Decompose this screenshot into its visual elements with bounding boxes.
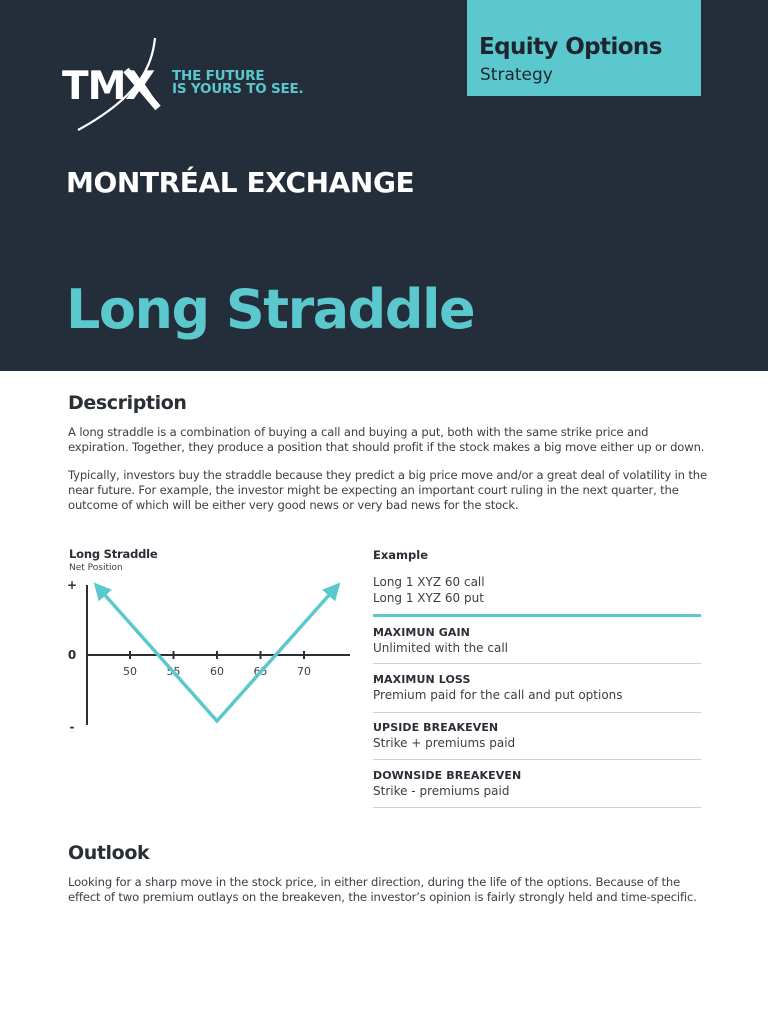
description-heading: Description bbox=[68, 392, 187, 414]
page-title: Long Straddle bbox=[66, 278, 475, 341]
description-paragraph-1: A long straddle is a combination of buying a call and buying a put, both with the same strike price and expiration. Together, they produce a position that should profit if the stock makes a big move either up or down. bbox=[68, 425, 705, 454]
payoff-chart bbox=[60, 575, 360, 740]
header-banner bbox=[0, 0, 768, 371]
example-heading: Example bbox=[373, 548, 428, 562]
chart-axes bbox=[87, 585, 350, 725]
example-block bbox=[373, 548, 701, 605]
detail-value: Strike - premiums paid bbox=[373, 784, 510, 798]
y-tick-label: + bbox=[66, 578, 78, 592]
description-paragraph-2: Typically, investors buy the straddle because they predict a big price move and/or a great deal of volatility in the near future. For example, the investor might be expecting an important court ruling in the next quarter, the outcome of which will be either very good news or very bad news for the stock. bbox=[68, 468, 707, 512]
x-tick-label: 50 bbox=[123, 665, 137, 678]
tag-title: Equity Options bbox=[479, 34, 662, 60]
detail-value: Unlimited with the call bbox=[373, 641, 508, 655]
x-tick-label: 70 bbox=[297, 665, 311, 678]
divider bbox=[373, 663, 701, 664]
logo-wordmark: TMX bbox=[62, 64, 155, 109]
example-line-1: Long 1 XYZ 60 call bbox=[373, 575, 485, 589]
exchange-name: MONTRÉAL EXCHANGE bbox=[66, 166, 415, 199]
detail-value: Strike + premiums paid bbox=[373, 736, 516, 750]
x-tick-label: 65 bbox=[253, 665, 268, 678]
outlook-paragraph: Looking for a sharp move in the stock price, in either direction, during the life of the options. Because of the effect of two premium outlays on the breakeven, the investor’s opinion is fairly strongly held and time-specific. bbox=[68, 875, 697, 904]
x-tick-label: 60 bbox=[210, 665, 224, 678]
divider bbox=[373, 759, 701, 760]
y-tick-label: - bbox=[69, 720, 75, 734]
tmx-logo[interactable] bbox=[60, 36, 310, 136]
detail-label: UPSIDE BREAKEVEN bbox=[373, 721, 499, 734]
detail-label: MAXIMUN LOSS bbox=[373, 673, 471, 686]
logo-tagline-line-2: IS YOURS TO SEE. bbox=[172, 81, 304, 97]
detail-value: Premium paid for the call and put options bbox=[373, 688, 623, 702]
x-tick-label: 55 bbox=[166, 665, 181, 678]
tag-subtitle: Strategy bbox=[480, 65, 553, 85]
teal-divider bbox=[373, 614, 701, 617]
divider bbox=[373, 807, 701, 808]
y-tick-label: 0 bbox=[67, 648, 77, 662]
chart-title: Long Straddle bbox=[69, 547, 158, 561]
chart-ylabel: Net Position bbox=[69, 563, 123, 573]
detail-label: DOWNSIDE BREAKEVEN bbox=[373, 769, 522, 782]
detail-label: MAXIMUN GAIN bbox=[373, 626, 470, 639]
example-line-2: Long 1 XYZ 60 put bbox=[373, 590, 484, 605]
strategy-tag bbox=[467, 0, 701, 96]
logo-tagline-line-1: THE FUTURE bbox=[172, 68, 265, 84]
example-lines bbox=[373, 575, 485, 606]
logo-tagline bbox=[172, 70, 303, 96]
outlook-heading: Outlook bbox=[68, 842, 150, 864]
divider bbox=[373, 712, 701, 713]
